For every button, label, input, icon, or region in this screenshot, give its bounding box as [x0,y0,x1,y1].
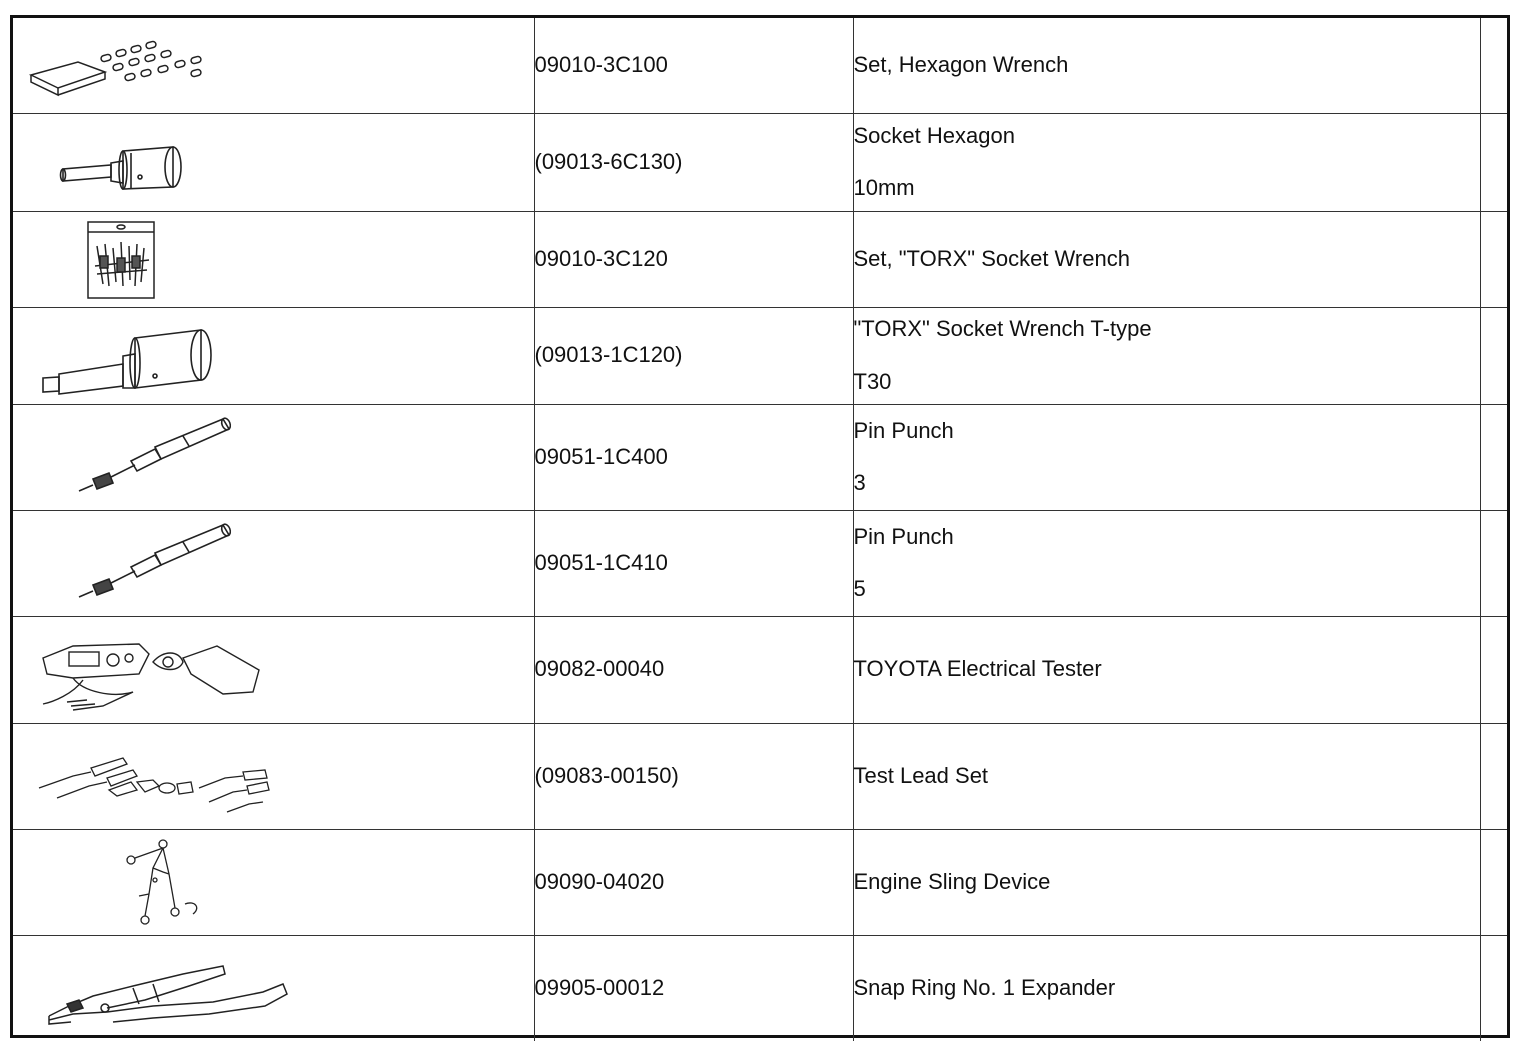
illustration-cell [13,307,534,404]
tool-name: Engine Sling Device [853,868,1051,894]
tool-name-cell [853,510,1480,616]
table-row [13,935,1507,1041]
tool-detail: 10mm [853,175,915,200]
blank-cell [1480,723,1507,829]
table-row [13,723,1507,829]
socket-hexagon-icon [13,127,534,197]
part-number: 09051-1C400 [534,404,853,510]
illustration-cell [13,113,534,211]
table-row [13,307,1507,404]
tool-name: Set, "TORX" Socket Wrench [853,245,1130,271]
table-row [13,113,1507,211]
torx-socket-icon [13,316,534,396]
part-number: (09013-1C120) [534,307,853,404]
tool-name-cell [853,307,1480,404]
illustration-cell [13,723,534,829]
illustration-cell [13,616,534,723]
tool-name-cell [853,723,1480,829]
blank-cell [1480,935,1507,1041]
part-number: (09013-6C130) [534,113,853,211]
engine-sling-icon [13,834,534,930]
tool-name: Pin Punch [853,523,954,549]
test-lead-set-icon [13,736,534,816]
blank-cell [1480,510,1507,616]
tool-name: Socket Hexagon [853,122,1015,148]
illustration-cell [13,18,534,113]
table-row [13,211,1507,307]
table-row [13,404,1507,510]
part-number: 09082-00040 [534,616,853,723]
tool-name: Pin Punch [853,417,954,443]
illustration-cell [13,510,534,616]
tool-name: Snap Ring No. 1 Expander [853,975,1116,1001]
blank-cell [1480,404,1507,510]
blank-cell [1480,829,1507,935]
blank-cell [1480,113,1507,211]
tool-name-cell [853,113,1480,211]
tool-name: TOYOTA Electrical Tester [853,656,1102,682]
table-row [13,18,1507,113]
part-number: 09051-1C410 [534,510,853,616]
pin-punch-icon [13,409,534,505]
tool-detail: T30 [853,368,892,394]
tool-name-cell [853,829,1480,935]
tool-name-cell [853,18,1480,113]
illustration-cell [13,211,534,307]
torx-socket-set-icon [13,216,534,302]
tools-table [13,18,1507,1041]
tool-name-cell [853,935,1480,1041]
table-row [13,510,1507,616]
illustration-cell [13,935,534,1041]
tool-name: Test Lead Set [853,762,989,788]
electrical-tester-icon [13,622,534,718]
part-number: 09090-04020 [534,829,853,935]
blank-cell [1480,616,1507,723]
hexagon-wrench-set-icon [13,30,534,100]
tool-name: "TORX" Socket Wrench T-type [853,316,1152,342]
part-number: 09010-3C100 [534,18,853,113]
tool-detail: 3 [853,470,866,495]
blank-cell [1480,307,1507,404]
tool-detail: 5 [853,576,866,601]
part-number: 09905-00012 [534,935,853,1041]
table-row [13,829,1507,935]
blank-cell [1480,211,1507,307]
tool-name: Set, Hexagon Wrench [853,52,1069,78]
tool-name-cell [853,404,1480,510]
snap-ring-expander-icon [13,948,534,1028]
special-tools-sheet [10,15,1510,1038]
tool-name-cell [853,616,1480,723]
pin-punch-icon [13,515,534,611]
illustration-cell [13,404,534,510]
table-row [13,616,1507,723]
part-number: (09083-00150) [534,723,853,829]
part-number: 09010-3C120 [534,211,853,307]
tool-name-cell [853,211,1480,307]
blank-cell [1480,18,1507,113]
illustration-cell [13,829,534,935]
